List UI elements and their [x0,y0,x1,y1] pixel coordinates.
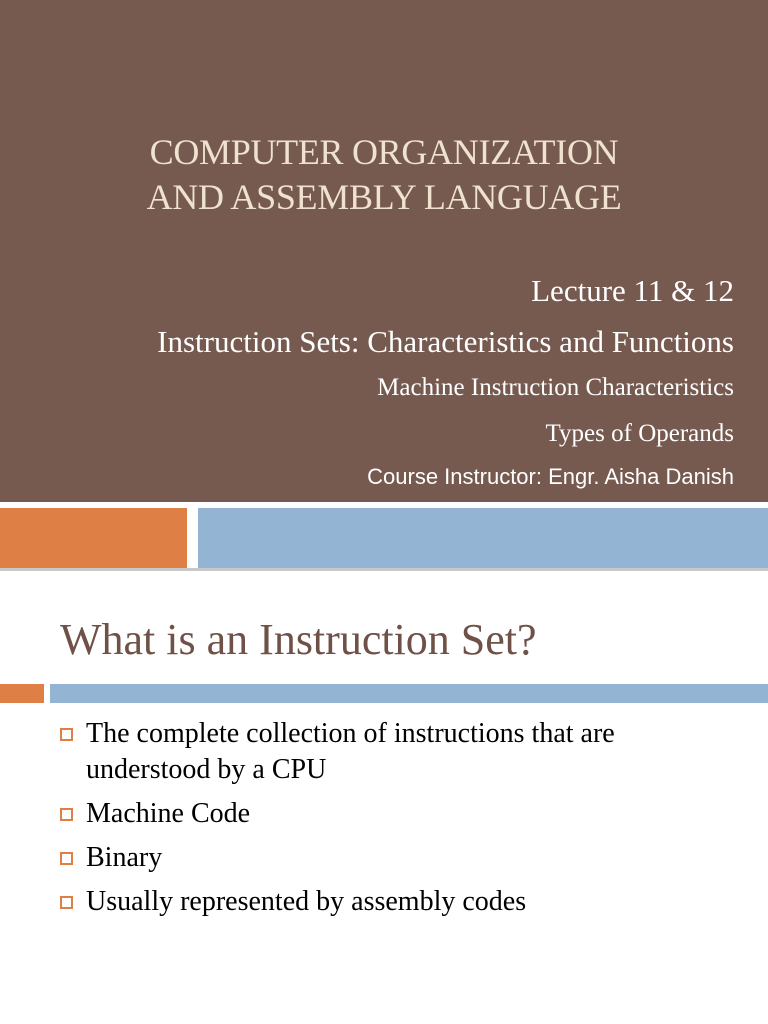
title-line-2: AND ASSEMBLY LANGUAGE [146,177,622,217]
hollow-square-icon [60,808,73,821]
bullet-text: Usually represented by assembly codes [86,886,527,917]
title-line-1: COMPUTER ORGANIZATION [149,132,619,172]
hollow-square-icon [60,852,73,865]
slide-heading: What is an Instruction Set? [60,615,537,664]
blue-accent-bar [198,508,768,568]
bullet-list [60,716,740,928]
slide-title [0,130,768,220]
slide-divider [0,568,768,571]
bullet-item [60,716,740,788]
lecture-number: Lecture 11 & 12 [531,273,734,308]
bullet-item [60,796,740,832]
bullet-text: Machine Code [86,798,251,829]
bullet-item [60,840,740,876]
subtopic-1: Machine Instruction Characteristics [377,374,734,401]
hollow-square-icon [60,896,73,909]
bullet-text: The complete collection of instructions that are understood by a CPU [86,718,615,785]
title-slide [0,0,768,502]
subtopic-2: Types of Operands [545,420,734,447]
heading-orange-bar [0,684,44,703]
orange-accent-bar [0,508,187,568]
lecture-topic: Instruction Sets: Characteristics and Functions [157,324,734,359]
bullet-item [60,884,740,920]
hollow-square-icon [60,728,73,741]
course-instructor: Course Instructor: Engr. Aisha Danish [367,464,734,489]
bullet-text: Binary [86,842,163,873]
heading-blue-bar [50,684,768,703]
